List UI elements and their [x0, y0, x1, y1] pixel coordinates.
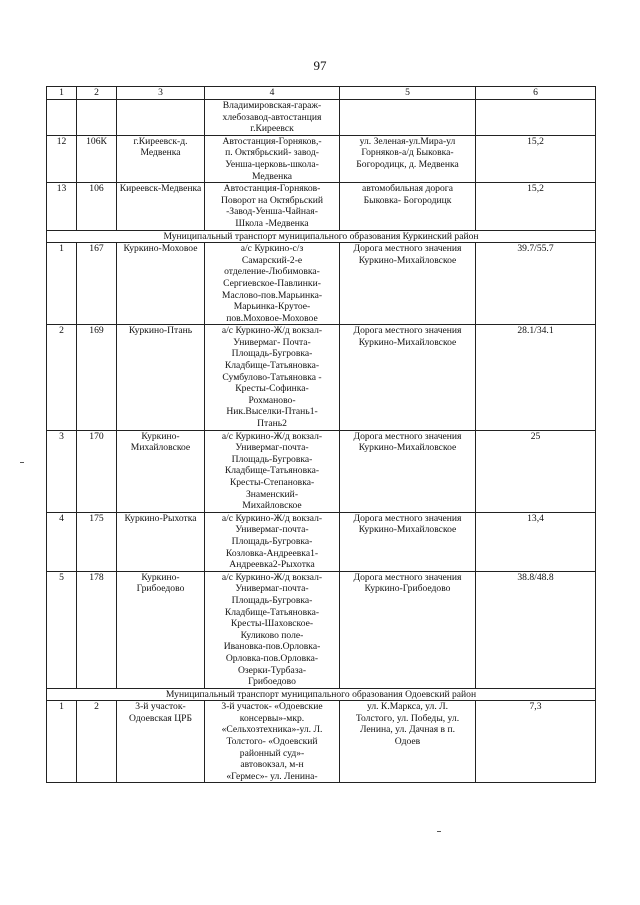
route-number: 2	[77, 701, 117, 783]
route-path-line: Сумбулово-Татьяновка -	[222, 371, 322, 383]
route-path-line: Марьинка-Крутое-	[233, 301, 311, 313]
road-description-line: Куркино-Михайловское	[358, 254, 457, 266]
route-path-line: Кресты-Степановка-	[229, 477, 315, 488]
table-row	[47, 183, 596, 230]
route-name-line: Куркино-	[141, 571, 180, 583]
section-header-row	[47, 688, 596, 701]
route-path-line: Куликово поле-	[240, 629, 304, 641]
route-path-line: Владимировская-гараж-	[222, 100, 322, 111]
route-path-line: Школа -Медвенка	[235, 217, 309, 229]
route-name	[117, 430, 205, 512]
road-description	[340, 430, 476, 512]
route-path-line: Михайловское	[242, 500, 302, 512]
road-description	[340, 135, 476, 182]
route-path-line: а/с Куркино-с/з	[240, 243, 304, 255]
route-name-line: Михайловское	[130, 442, 191, 454]
route-name	[117, 243, 205, 325]
route-path-line: Маслово-пов.Марьинка-	[221, 289, 323, 301]
road-description-line: автомобильная дорога	[362, 183, 453, 195]
route-path-line: Знаменский-	[245, 488, 299, 500]
route-path-line: Площадь-Бугровка-	[231, 594, 313, 606]
route-name-line: Медвенка	[140, 147, 181, 159]
route-path	[205, 512, 340, 571]
road-description	[340, 325, 476, 430]
route-path-line: а/с Куркино-Ж/д вокзал-	[221, 571, 323, 583]
row-number: 3	[47, 430, 77, 512]
row-number	[47, 100, 77, 136]
route-path-line: «Гермес»- ул. Ленина-	[226, 770, 318, 782]
route-path-line: Птань2	[257, 418, 287, 430]
route-name-line: 3-й участок-	[135, 701, 186, 713]
route-name-line: Грибоедово	[136, 583, 185, 595]
route-name-line: г.Киреевск-д.	[133, 135, 188, 147]
route-path-line: а/с Куркино-Ж/д вокзал-	[221, 512, 323, 524]
route-path-line: Кресты-Софинка-	[235, 383, 309, 395]
route-number	[77, 100, 117, 136]
route-path-line: Ник.Выселки-Птань1-	[226, 406, 318, 418]
route-name	[117, 100, 205, 136]
route-name	[117, 571, 205, 688]
route-path-line: Кресты-Шаховское-	[230, 618, 314, 630]
route-length: 13,4	[476, 512, 596, 571]
table-row	[47, 512, 596, 571]
route-path	[205, 430, 340, 512]
route-length: 28.1/34.1	[476, 325, 596, 430]
route-path-line: Самарский-2-е	[241, 254, 303, 266]
route-name-line: Куркино-Рыхотка	[124, 512, 197, 524]
route-number: 178	[77, 571, 117, 688]
route-path	[205, 571, 340, 688]
route-path-line: Площадь-Бугровка-	[231, 453, 313, 465]
route-name	[117, 512, 205, 571]
header-cell: 2	[77, 87, 117, 100]
route-path-line: Автостанция-Горняков,-	[222, 135, 322, 147]
route-number: 106К	[77, 135, 117, 182]
route-name	[117, 183, 205, 230]
route-path-line: отделение-Любимовка-	[224, 266, 320, 278]
route-path-line: пов.Моховое-Моховое	[226, 312, 318, 324]
route-path-line: 3-й участок- «Одоевские	[221, 701, 323, 713]
header-cell: 6	[476, 87, 596, 100]
route-path-line: Площадь-Бугровка-	[231, 348, 313, 360]
route-path-line: а/с Куркино-Ж/д вокзал-	[221, 430, 323, 442]
route-name-line: Куркино-	[141, 430, 180, 442]
road-description-line: Толстого, ул. Победы, ул.	[355, 712, 460, 724]
route-name	[117, 701, 205, 783]
route-path	[205, 100, 340, 136]
road-description-line: Куркино-Грибоедово	[364, 583, 451, 595]
road-description	[340, 512, 476, 571]
route-path-line: Автостанция-Горняков-	[223, 183, 321, 195]
road-description-line: ул. К.Маркса, ул. Л.	[366, 701, 449, 713]
road-description-line: Богородицк, д. Медвенка	[356, 158, 459, 170]
route-path-line: Медвенка	[251, 170, 293, 182]
road-description	[340, 243, 476, 325]
route-path-line: «Сельхозтехника»-ул. Л.	[221, 724, 323, 736]
road-description	[340, 571, 476, 688]
road-description-line: Одоев	[394, 736, 421, 748]
route-path	[205, 135, 340, 182]
table-row	[47, 701, 596, 783]
road-description-line: Горняков-а/д Быковка-	[361, 147, 454, 159]
route-path	[205, 243, 340, 325]
route-path-line: Универмаг- Почта-	[233, 336, 311, 348]
route-length: 15,2	[476, 135, 596, 182]
row-number: 4	[47, 512, 77, 571]
row-number: 5	[47, 571, 77, 688]
route-path-line: Кладбище-Татьяновка-	[224, 606, 320, 618]
route-path-line: Рохманово-	[248, 394, 296, 406]
table-row	[47, 135, 596, 182]
route-name-line: Киреевск-Медвенка	[119, 183, 202, 195]
row-number: 2	[47, 325, 77, 430]
route-path-line: Толстого- «Одоевский	[226, 736, 318, 748]
row-number: 1	[47, 243, 77, 325]
road-description-line: Ленина, ул. Дачная в п.	[359, 724, 456, 736]
route-path	[205, 183, 340, 230]
route-length: 38.8/48.8	[476, 571, 596, 688]
route-path-line: Универмаг-почта-	[235, 524, 309, 536]
scan-mark	[437, 831, 441, 832]
table-header-row	[47, 87, 596, 100]
route-name-line: Куркино-Моховое	[123, 243, 198, 255]
route-path-line: Ивановка-пов.Орловка-	[223, 641, 321, 653]
route-number: 175	[77, 512, 117, 571]
road-description	[340, 183, 476, 230]
route-path-line: п. Октябрьский- завод-	[225, 147, 319, 159]
road-description-line: Дорога местного значения	[353, 325, 462, 337]
road-description-line: Куркино-Михайловское	[358, 524, 457, 536]
section-title: Муниципальный транспорт муниципального образования Куркинский район	[47, 230, 596, 243]
route-path-line: автовокзал, м-н	[240, 759, 304, 771]
header-cell: 3	[117, 87, 205, 100]
route-path-line: хлебозавод-автостанция	[222, 111, 322, 123]
route-length: 25	[476, 430, 596, 512]
road-description-line: Дорога местного значения	[353, 512, 462, 524]
route-name-line: Одоевская ЦРБ	[129, 712, 192, 724]
route-name	[117, 325, 205, 430]
road-description	[340, 100, 476, 136]
section-title: Муниципальный транспорт муниципального образования Одоевский район	[47, 688, 596, 701]
road-description-line: ул. Зеленая-ул.Мира-ул	[359, 135, 456, 147]
route-path	[205, 701, 340, 783]
table-row	[47, 571, 596, 688]
road-description-line: Дорога местного значения	[353, 571, 462, 583]
route-path-line: Универмаг-почта-	[235, 583, 309, 595]
route-path-line: Площадь-Бугровка-	[231, 535, 313, 547]
scan-mark	[20, 462, 24, 463]
road-description	[340, 701, 476, 783]
routes-table	[46, 86, 596, 783]
road-description-line: Дорога местного значения	[353, 430, 462, 442]
route-path-line: Кладбище-Татьяновка-	[224, 360, 320, 372]
route-path-line: г.Киреевск	[250, 123, 294, 135]
road-description-line: Куркино-Михайловское	[358, 442, 457, 454]
route-path-line: а/с Куркино-Ж/д вокзал-	[221, 325, 323, 337]
table-row	[47, 100, 596, 136]
route-path-line: Андреевка2-Рыхотка	[229, 559, 315, 571]
route-length: 7,3	[476, 701, 596, 783]
route-path-line: Уенша-церковь-школа-	[225, 158, 319, 170]
row-number: 13	[47, 183, 77, 230]
page-number: 97	[313, 58, 327, 73]
route-path-line: Кладбище-Татьяновка-	[224, 465, 320, 477]
route-number: 169	[77, 325, 117, 430]
road-description-line: Дорога местного значения	[353, 243, 462, 255]
route-number: 106	[77, 183, 117, 230]
route-name	[117, 135, 205, 182]
route-path	[205, 325, 340, 430]
header-cell: 1	[47, 87, 77, 100]
header-cell: 5	[340, 87, 476, 100]
route-length	[476, 100, 596, 136]
route-path-line: Озерки-Турбаза-	[237, 664, 307, 676]
header-cell: 4	[205, 87, 340, 100]
route-number: 167	[77, 243, 117, 325]
table-row	[47, 243, 596, 325]
row-number: 12	[47, 135, 77, 182]
route-path-line: Универмаг-почта-	[235, 442, 309, 454]
route-path-line: Грибоедово	[248, 676, 296, 688]
route-path-line: консервы»-мкр.	[239, 712, 305, 724]
route-path-line: Поворот на Октябрьский	[220, 194, 324, 206]
road-description-line: Быковка- Богородицк	[363, 194, 452, 206]
table-row	[47, 430, 596, 512]
route-length: 15,2	[476, 183, 596, 230]
road-description-line: Куркино-Михайловское	[358, 336, 457, 348]
route-name-line: Куркино-Птань	[128, 325, 193, 337]
route-path-line: Сергиевское-Павлинки-	[223, 277, 321, 289]
route-length: 39.7/55.7	[476, 243, 596, 325]
route-number: 170	[77, 430, 117, 512]
row-number: 1	[47, 701, 77, 783]
section-header-row	[47, 230, 596, 243]
route-path-line: Орловка-пов.Орловка-	[225, 652, 319, 664]
route-path-line: -Завод-Уенша-Чайная-	[226, 206, 318, 218]
route-path-line: районный суд»-	[239, 747, 305, 759]
table-row	[47, 325, 596, 430]
route-path-line: Козловка-Андреевка1-	[225, 547, 319, 559]
